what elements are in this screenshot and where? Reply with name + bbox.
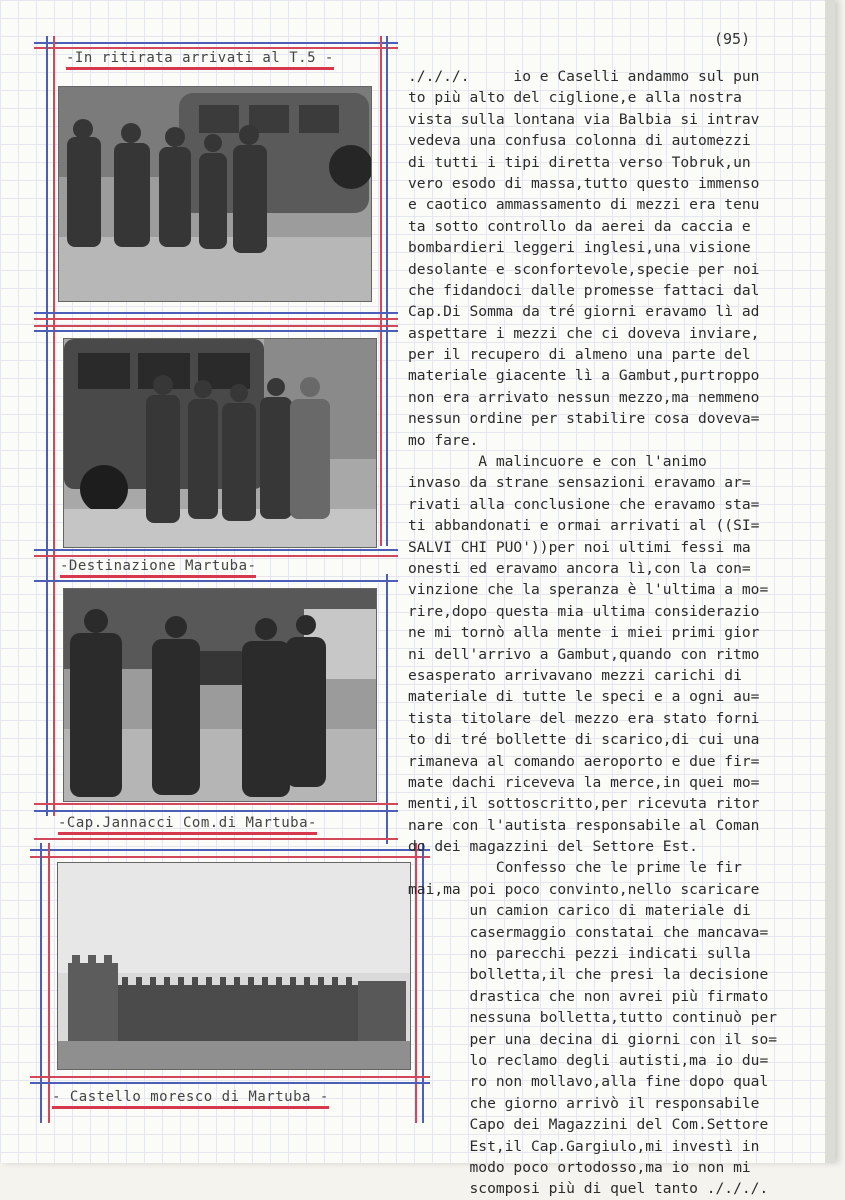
text-line: materiale giacente lì a Gambut,purtroppo xyxy=(408,367,760,385)
photo-caption-2: -Destinazione Martuba- xyxy=(60,558,256,574)
text-line: Est,il Cap.Gargiulo,mi investì in xyxy=(408,1137,760,1155)
frame-line xyxy=(30,1076,430,1078)
text-line: modo poco ortodosso,ma io non mi xyxy=(408,1158,751,1176)
frame-line xyxy=(34,47,398,49)
text-line: to di tré bollette di scarico,di cui una xyxy=(408,731,760,749)
text-line: non era arrivato nessun mezzo,ma nemmeno xyxy=(408,388,760,406)
text-line: che giorno arrivò il responsabile xyxy=(408,1094,760,1112)
frame-line xyxy=(46,36,48,816)
frame-line xyxy=(30,849,430,851)
text-line: che fidandoci dalle promesse fattaci dal xyxy=(408,281,760,299)
text-line: vinzione che la speranza è l'ultima a mo= xyxy=(408,581,769,599)
text-line: Confesso che le prime le fir xyxy=(408,859,742,877)
photo-five-soldiers xyxy=(63,338,377,548)
text-line: nare con l'autista responsabile al Coman xyxy=(408,816,760,834)
frame-line xyxy=(34,803,398,805)
frame-line xyxy=(34,555,398,557)
text-line: desolante e sconfortevole,specie per noi xyxy=(408,260,760,278)
text-line: mai,ma poi poco convinto,nello scaricare xyxy=(408,880,760,898)
frame-line xyxy=(40,843,42,1123)
frame-line xyxy=(386,36,388,546)
frame-line xyxy=(34,549,398,551)
text-line: Capo dei Magazzini del Com.Settore xyxy=(408,1116,769,1134)
frame-line xyxy=(53,36,55,816)
text-line: ni dell'arrivo a Gambut,quando con ritmo xyxy=(408,645,760,663)
text-line: lo reclamo degli autisti,ma io du= xyxy=(408,1051,769,1069)
page-number: (95) xyxy=(714,30,751,48)
text-line: materiale di tutte le speci e a ogni au= xyxy=(408,688,760,706)
text-line: do dei magazzini del Settore Est. xyxy=(408,838,698,856)
text-line: rivati alla conclusione che eravamo sta= xyxy=(408,495,760,513)
frame-line xyxy=(34,42,398,44)
text-line: e caotico ammassamento di mezzi era tenu xyxy=(408,196,760,214)
text-line: per il recupero di almeno una parte del xyxy=(408,346,751,364)
frame-line xyxy=(34,312,398,314)
text-line: ./././. io e Caselli andammo sul pun xyxy=(408,68,760,85)
frame-line xyxy=(380,36,382,546)
text-line: vista sulla lontana via Balbia si intrav xyxy=(408,110,760,128)
photo-soldiers-bus xyxy=(58,86,372,302)
text-line: ti abbandonati e ormai arrivati al ((SI= xyxy=(408,517,760,535)
text-line: ne mi tornò alla mente i miei primi gior xyxy=(408,624,760,642)
text-line: vedeva una confusa colonna di automezzi xyxy=(408,132,751,150)
photo-castle xyxy=(57,862,411,1070)
text-line: rimaneva al comando aeroporto e due fir= xyxy=(408,752,760,770)
text-line: nessun ordine per stabilire cosa doveva= xyxy=(408,410,760,428)
text-line: mate dachi riceveva la merce,in quei mo= xyxy=(408,773,760,791)
text-line: no parecchi pezzi indicati sulla xyxy=(408,945,751,963)
text-line: ro non mollavo,alla fine dopo qual xyxy=(408,1073,769,1091)
text-line: A malincuore e con l'animo xyxy=(408,453,707,471)
text-line: di tutti i tipi diretta verso Tobruk,un xyxy=(408,153,751,171)
text-line: mo fare. xyxy=(408,431,479,449)
typewritten-text xyxy=(408,66,823,1200)
frame-line xyxy=(34,810,398,812)
text-line: invaso da strane sensazioni eravamo ar= xyxy=(408,474,751,492)
text-line: esasperato arrivavano mezzi carichi di xyxy=(408,666,742,684)
photo-officers-car xyxy=(63,588,377,802)
text-line: bolletta,il che presi la decisione xyxy=(408,966,769,984)
text-line: nessuna bolletta,tutto continuò per xyxy=(408,1009,778,1027)
frame-line xyxy=(48,843,50,1123)
text-line: to più alto del ciglione,e alla nostra xyxy=(408,89,742,107)
text-line: tista titolare del mezzo era stato forni xyxy=(408,709,760,727)
text-line: scomposi più di quel tanto ./././. xyxy=(408,1180,769,1198)
frame-line xyxy=(30,856,430,858)
photo-caption-1: -In ritirata arrivati al T.5 - xyxy=(66,50,334,66)
text-line: un camion carico di materiale di xyxy=(408,902,751,920)
text-line: SALVI CHI PUO'))per noi ultimi fessi ma xyxy=(408,538,751,556)
frame-line xyxy=(34,330,398,332)
text-line: bombardieri leggeri inglesi,una visione xyxy=(408,239,751,257)
frame-line xyxy=(34,838,398,840)
text-line: ta sotto controllo da aerei da caccia e xyxy=(408,217,751,235)
text-line: menti,il sottoscritto,per ricevuta ritor xyxy=(408,795,760,813)
frame-line xyxy=(34,580,398,582)
frame-line xyxy=(34,318,398,320)
text-line: vero esodo di massa,tutto questo immenso xyxy=(408,174,760,192)
text-line: rire,dopo questa mia ultima considerazio xyxy=(408,602,760,620)
page-edge xyxy=(825,0,835,1163)
frame-line xyxy=(30,1082,430,1084)
text-line: per una decina di giorni con il so= xyxy=(408,1030,778,1048)
frame-line xyxy=(34,325,398,327)
photo-caption-4: - Castello moresco di Martuba - xyxy=(52,1089,329,1105)
text-line: casermaggio constatai che mancava= xyxy=(408,923,769,941)
text-line: aspettare i mezzi che ci doveva inviare, xyxy=(408,324,760,342)
text-line: Cap.Di Somma da tré giorni eravamo lì ad xyxy=(408,303,760,321)
photo-caption-3: -Cap.Jannacci Com.di Martuba- xyxy=(58,815,317,831)
text-line: onesti ed eravamo ancora lì,con la con= xyxy=(408,559,751,577)
text-line: drastica che non avrei più firmato xyxy=(408,987,769,1005)
